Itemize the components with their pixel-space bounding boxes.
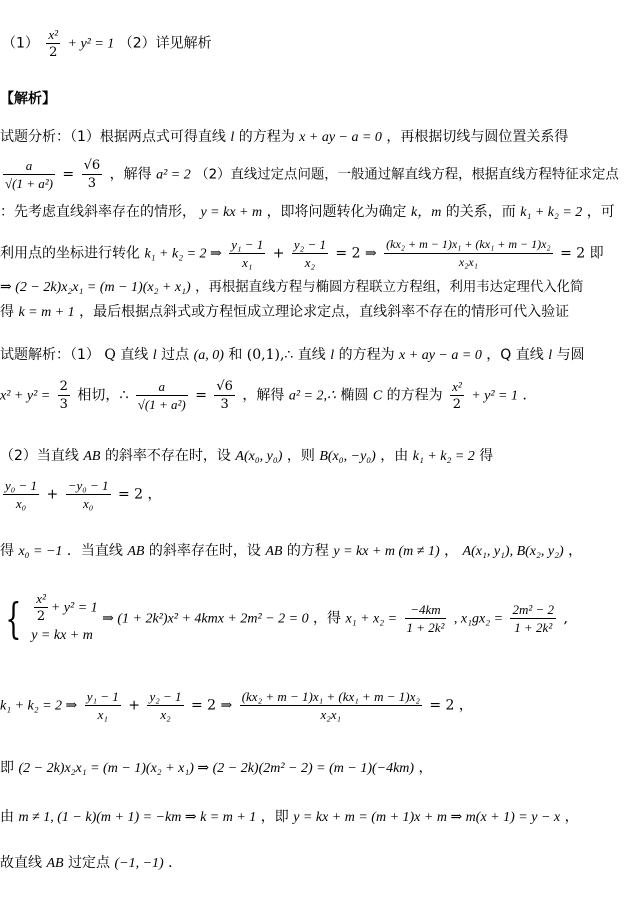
- section-heading: 【解析】: [0, 91, 56, 107]
- analysis-line-5: ⇒ (2 − 2k)x₂x₁ = (m − 1)(x₂ + x₁) ，再根据直线方程与椭圆方程联立方程组，利用韦达定理代入化简: [0, 280, 584, 295]
- derivation-line-2: 由 m ≠ 1, (1 − k)(m + 1) = −km ⇒ k = m + 1 ，即 y = kx + m = (m + 1)x + m ⇒ m(x + 1) = y − x ，: [0, 809, 579, 825]
- answer-fraction: $\frac{\text{x²}}{2}$: [48, 27, 59, 60]
- solution-part2-line-2: $\frac{\text{y₀ − 1}}{\text{x₀}}$ + $\frac{\text{−y₀ − 1}}{\text{x₀}}$ = 2 ，: [5, 478, 162, 511]
- system-of-equations: { $\frac{\text{x²}}{2}$ + y² = 1 y = kx + m ⇒ (1 + 2k²)x² + 4kmx + 2m² − 2 = 0 ，得 x₁ + x₂ = $\frac{-4km}{\text{1 + 2k²}}$ , x₁gx₂ = $\frac{\text{2m² − 2}}{\text{1 + 2k²}}$ ,: [5, 591, 568, 643]
- analysis-line-4: 利用点的坐标进行转化 k₁ + k₂ = 2 ⇒ $\frac{\text{y₁ − 1}}{\text{x₁}}$ + $\frac{\text{y₂ − 1}}{\text{x₂}}$ = 2 ⇒ $\frac{\text{(kx₂ + m − 1)x₁ + (kx₁ + m − 1)x₂}}{\text{x₂x₁}}$ = 2 即: [0, 237, 604, 270]
- derivation-line-1: 即 (2 − 2k)x₂x₁ = (m − 1)(x₂ + x₁) ⇒ (2 − 2k)(2m² − 2) = (m − 1)(−4km) ，: [0, 760, 433, 776]
- answer-equation: + y² = 1: [67, 36, 115, 52]
- solution-part2-line-3: 得 x₀ = −1 ．当直线 AB 的斜率存在时，设 AB 的方程 y = kx + m (m ≠ 1) ， A(x₁, y₁), B(x₂, y₂) ，: [0, 543, 583, 559]
- answer-line: [2, 26, 212, 61]
- analysis-line-1: 试题分析：（1）根据两点式可得直线 l 的方程为 x + ay − a = 0 ，再根据切线与圆位置关系得: [0, 129, 569, 145]
- slope-sum-line: k₁ + k₂ = 2 ⇒ $\frac{\text{y₁ − 1}}{\text{x₁}}$ + $\frac{\text{y₂ − 1}}{\text{x₂}}$ = 2 ⇒ $\frac{\text{(kx₂ + m − 1)x₁ + (kx₁ + m − 1)x₂}}{\text{x₂x₁}}$ = 2 ，: [0, 689, 473, 722]
- analysis-line-2: $\frac{a}{\text{√(1 + a²)}}$ = $\frac{√6}{3}$ ，解得 a² = 2 （2）直线过定点问题，一般通过解直线方程，根据直线方程特征求定点: [5, 158, 619, 191]
- solution-part2-line-1: （2）当直线 AB 的斜率不存在时，设 A(x₀, y₀) ，则 B(x₀, −y₀) ，由 k₁ + k₂ = 2 得: [0, 448, 494, 464]
- conclusion-line: 故直线 AB 过定点 (−1, −1) ．: [0, 855, 183, 871]
- solution-line-2: x² + y² = $\frac{2}{3}$ 相切，∴ $\frac{a}{\text{√(1 + a²)}}$ = $\frac{√6}{3}$ ，解得 a² = 2,∴ 椭圆 C 的方程为 $\frac{\text{x²}}{2}$ + y² = 1 ．: [0, 379, 537, 412]
- left-brace: {: [5, 593, 22, 643]
- analysis-line-6: 得 k = m + 1 ，最后根据点斜式或方程恒成立理论求定点，直线斜率不存在的情形可代入验证: [0, 304, 570, 320]
- analysis-line-3: ：先考虑直线斜率存在的情形， y = kx + m ，即将问题转化为确定 k，m 的关系，而 k₁ + k₂ = 2 ，可: [0, 204, 615, 220]
- solution-line-1: 试题解析：（1） Q 直线 l 过点 (a, 0) 和 (0,1),∴ 直线 l 的方程为 x + ay − a = 0 ，Q 直线 l 与圆: [0, 347, 585, 363]
- answer-part2: （2）详见解析: [118, 35, 212, 52]
- answer-prefix: （1）: [2, 35, 39, 52]
